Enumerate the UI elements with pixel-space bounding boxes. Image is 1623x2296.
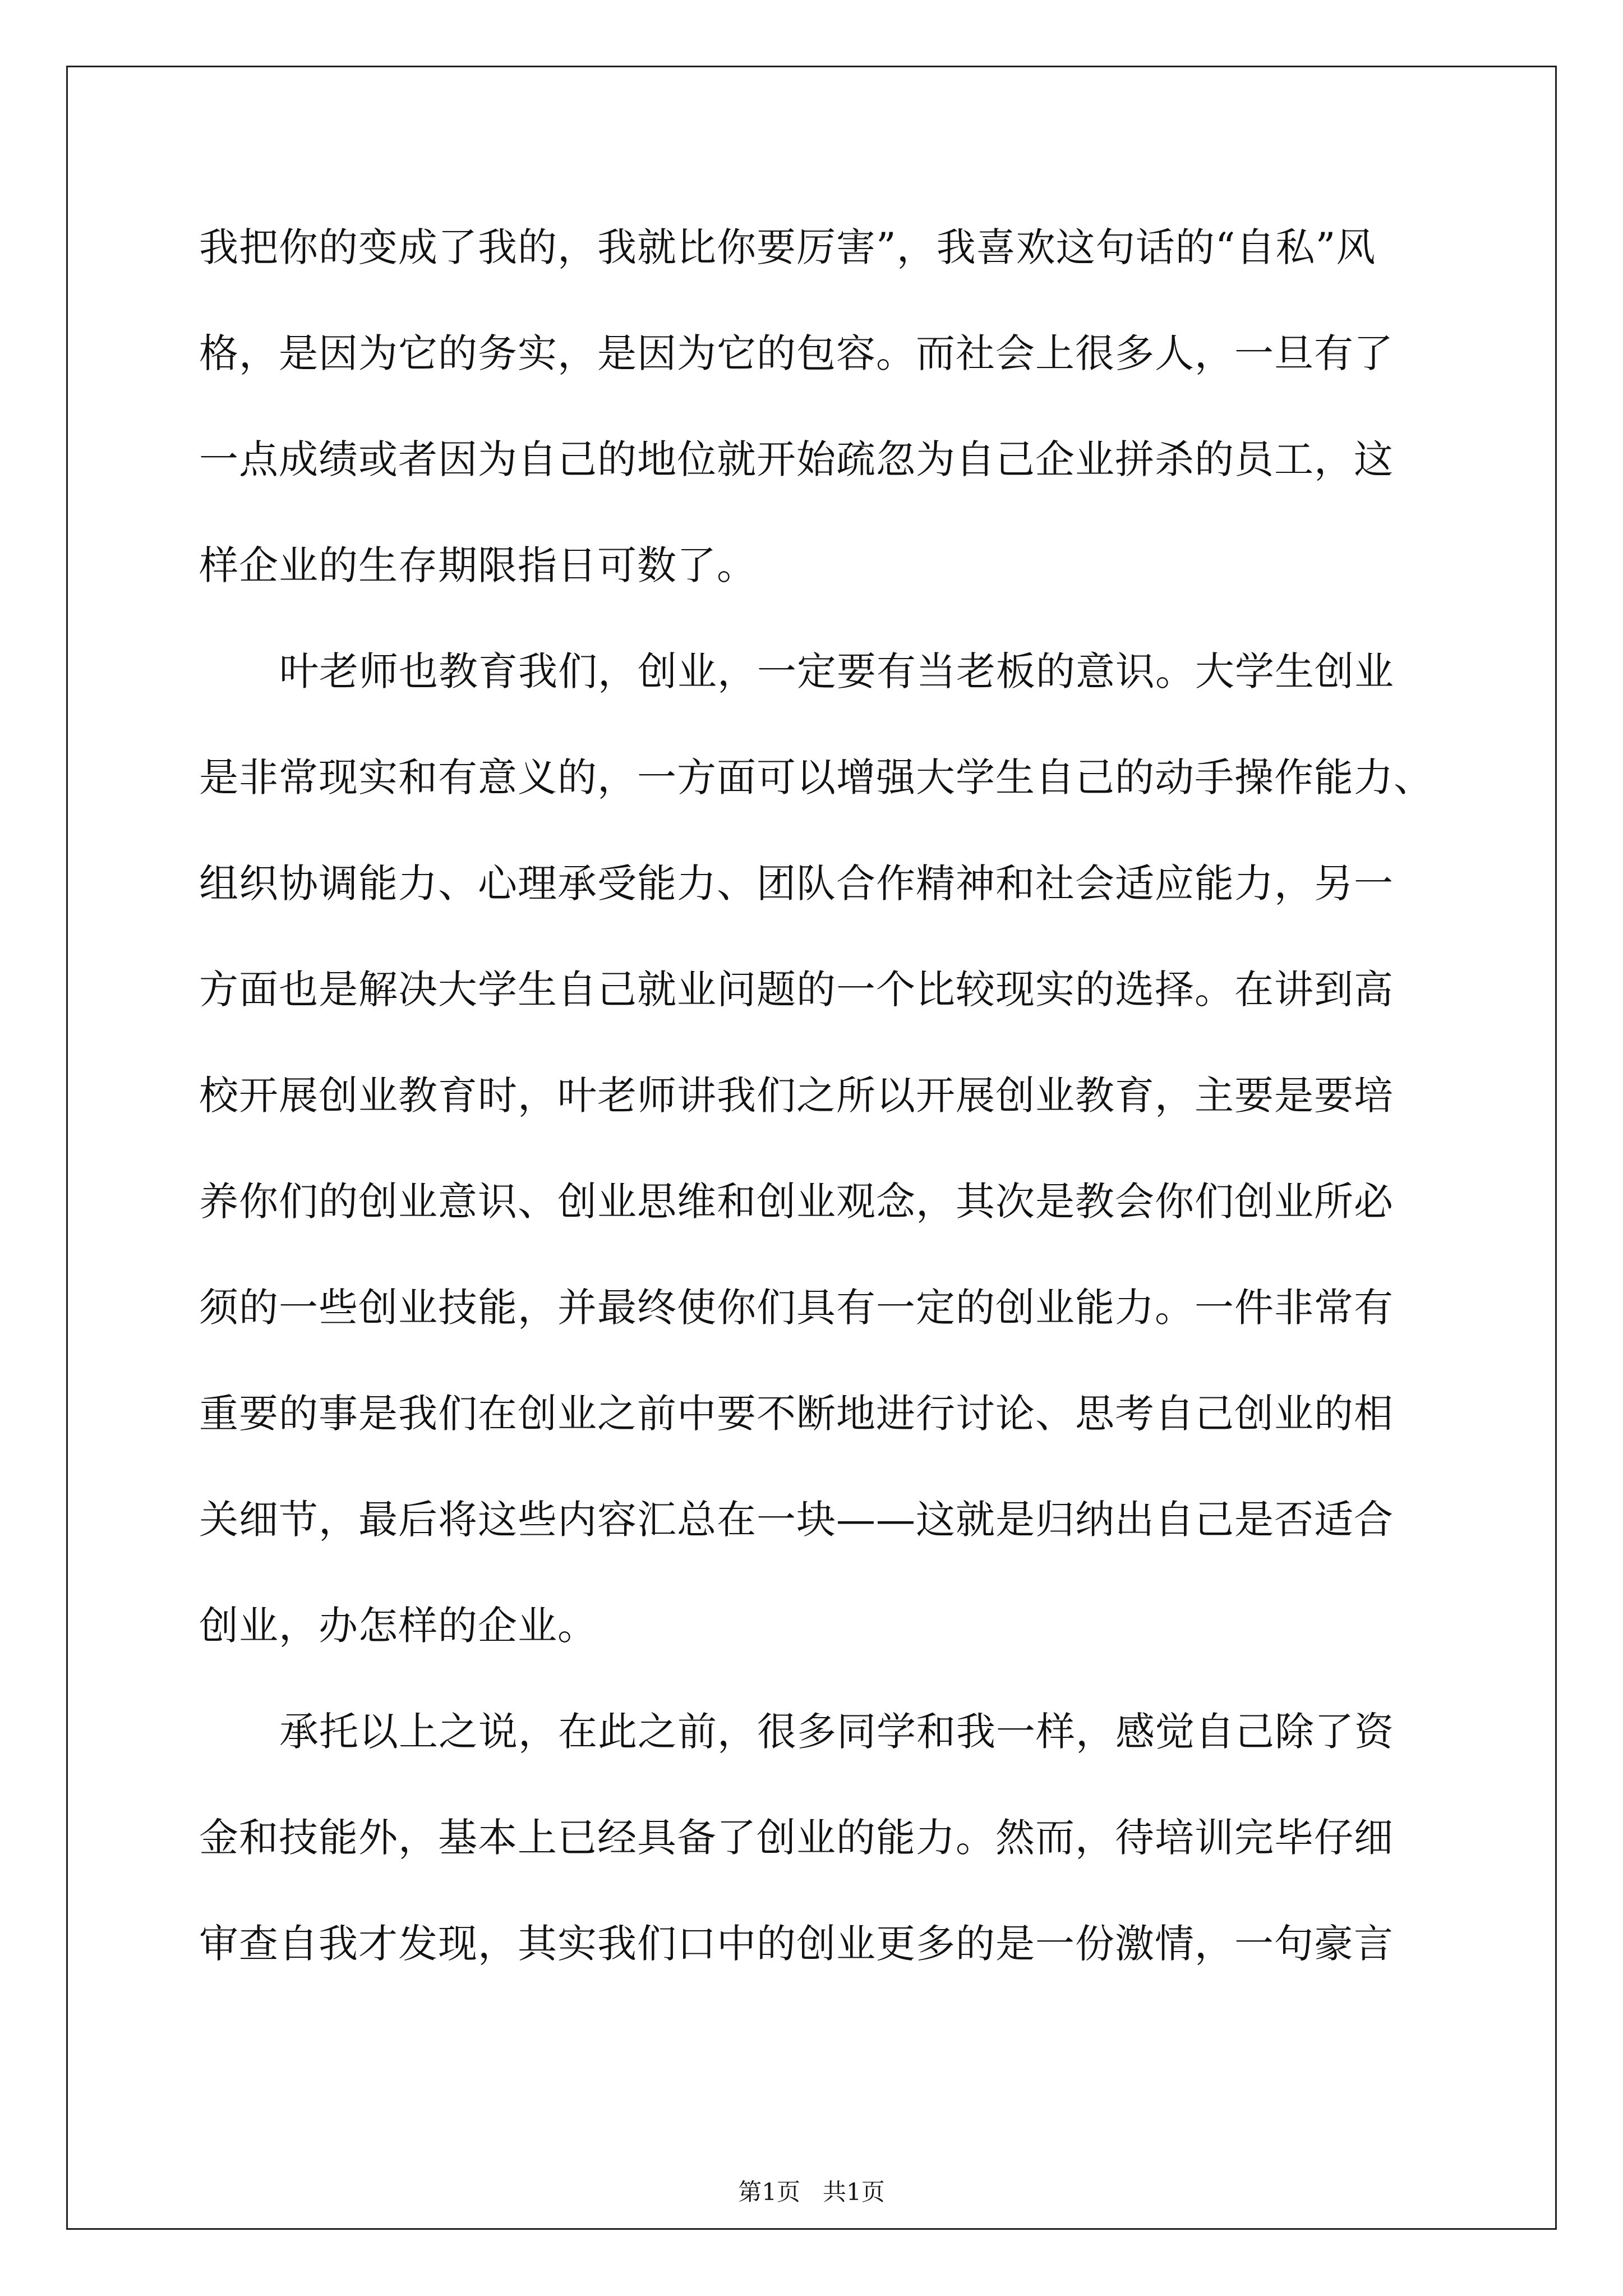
- text-line: 一点成绩或者因为自己的地位就开始疏忽为自己企业拼杀的员工，这: [199, 436, 1394, 482]
- text-line: 样企业的生存期限指日可数了。: [199, 542, 757, 588]
- text-line: 金和技能外，基本上已经具备了创业的能力。然而，待培训完毕仔细: [199, 1815, 1394, 1861]
- text-line: 组织协调能力、心理承受能力、团队合作精神和社会适应能力，另一: [199, 861, 1394, 907]
- text-line: 创业，办怎样的企业。: [199, 1603, 597, 1649]
- text-line: 我把你的变成了我的，我就比你要厉害”，我喜欢这句话的“自私”风: [199, 224, 1376, 270]
- text-line: 格，是因为它的务实，是因为它的包容。而社会上很多人，一旦有了: [199, 330, 1394, 376]
- text-line: 校开展创业教育时，叶老师讲我们之所以开展创业教育，主要是要培: [199, 1073, 1394, 1119]
- text-line: 关细节，最后将这些内容汇总在一块——这就是归纳出自己是否适合: [199, 1497, 1394, 1543]
- text-line: 须的一些创业技能，并最终使你们具有一定的创业能力。一件非常有: [199, 1285, 1394, 1331]
- page-border: [66, 66, 1557, 2230]
- text-line: 方面也是解决大学生自己就业问题的一个比较现实的选择。在讲到高: [199, 967, 1394, 1013]
- text-line: 养你们的创业意识、创业思维和创业观念，其次是教会你们创业所必: [199, 1179, 1394, 1225]
- text-line: 叶老师也教育我们，创业，一定要有当老板的意识。大学生创业: [279, 648, 1394, 694]
- page-footer: 第1页 共1页: [738, 2178, 885, 2206]
- text-line: 重要的事是我们在创业之前中要不断地进行讨论、思考自己创业的相: [199, 1391, 1394, 1437]
- text-line: 审查自我才发现，其实我们口中的创业更多的是一份激情，一句豪言: [199, 1921, 1394, 1967]
- text-line: 承托以上之说，在此之前，很多同学和我一样，感觉自己除了资: [279, 1709, 1394, 1755]
- text-line: 是非常现实和有意义的，一方面可以增强大学生自己的动手操作能力、: [199, 754, 1433, 800]
